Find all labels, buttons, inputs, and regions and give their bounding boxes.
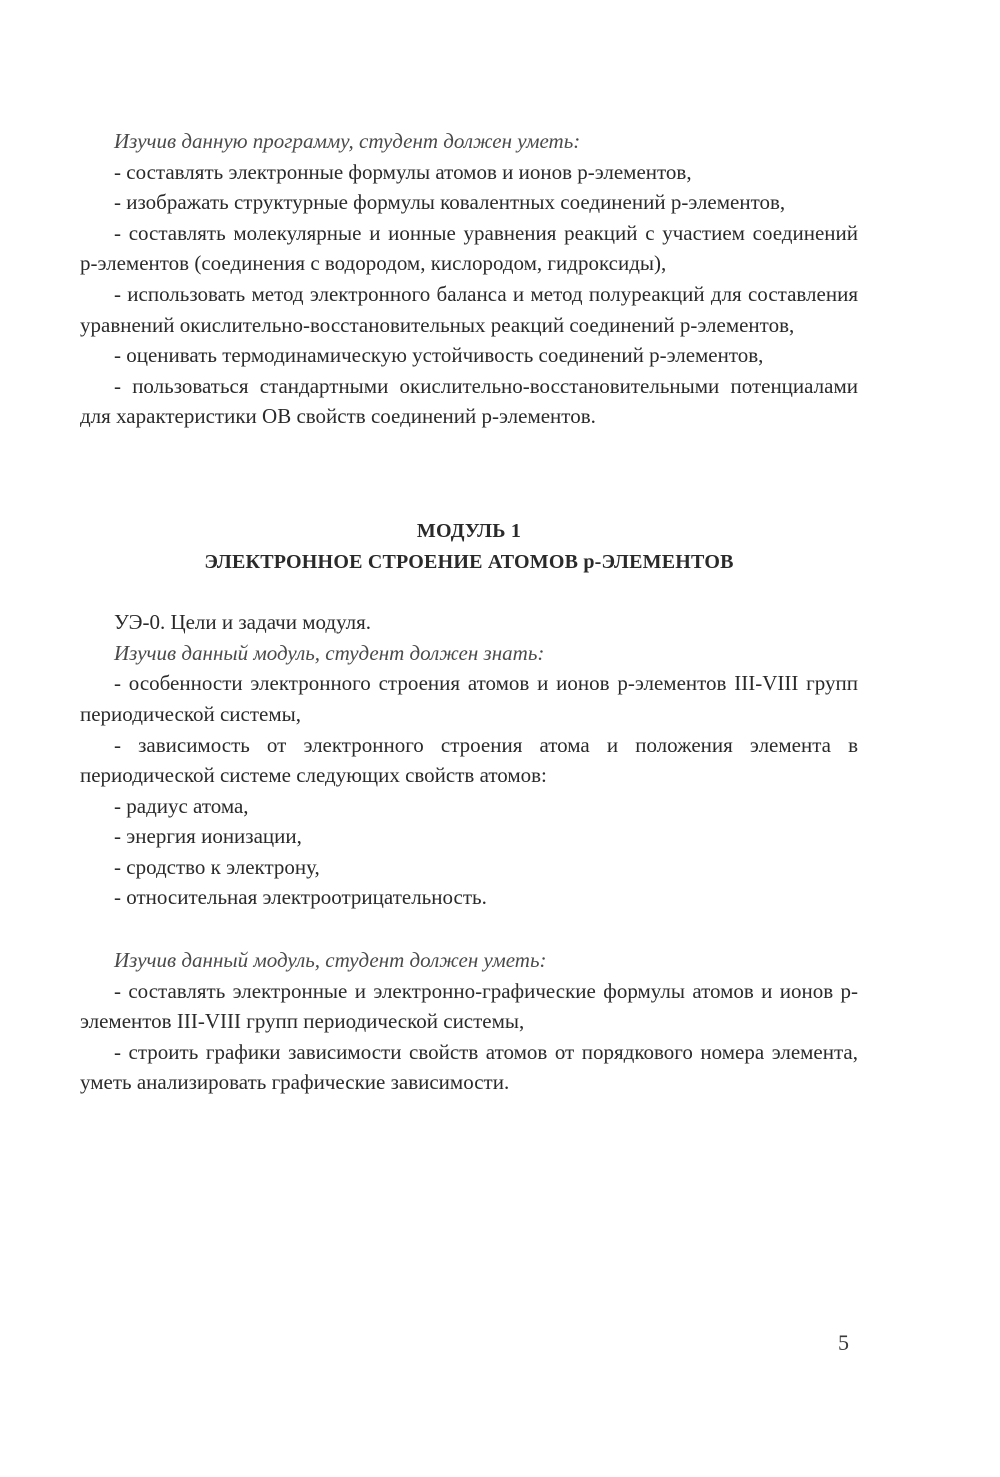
section1-item-2: - изображать структурные формулы ковалентных соединений р-элементов, xyxy=(114,190,786,215)
module-title: МОДУЛЬ 1 xyxy=(416,519,522,542)
section1-item-6: - пользоваться стандартными окислительно-восстановительными потенциалами для характеристики ОВ свойств соединений р-элементов. xyxy=(80,373,858,429)
section2-item-6: - относительная электроотрицательность. xyxy=(114,885,487,910)
section3-intro: Изучив данный модуль, студент должен уметь: xyxy=(114,948,547,973)
section2-item-5: - сродство к электрону, xyxy=(114,854,320,879)
module-subtitle: ЭЛЕКТРОННОЕ СТРОЕНИЕ АТОМОВ р-ЭЛЕМЕНТОВ xyxy=(204,550,734,573)
section2-item-3: - радиус атома, xyxy=(114,793,249,818)
heading-spacer xyxy=(80,577,858,607)
paragraph-spacer xyxy=(80,913,858,945)
section1-item-4: - использовать метод электронного баланса и метод полуреакций для составления уравнений окислительно-восстановительных реакций соединений р-элементов, xyxy=(80,281,858,337)
section1-item-3: - составлять молекулярные и ионные уравнения реакций с участием соединений р-элементов (соединения с водородом, кислородом, гидроксиды), xyxy=(80,220,858,276)
section3-item-2: - строить графики зависимости свойств атомов от порядкового номера элемента, уметь анализировать графические зависимости. xyxy=(80,1039,858,1095)
section2-intro: Изучив данный модуль, студент должен знать: xyxy=(114,640,545,665)
section2-item-2: - зависимость от электронного строения атома и положения элемента в периодической системе следующих свойств атомов: xyxy=(80,732,858,788)
section1-item-1: - составлять электронные формулы атомов и ионов р-элементов, xyxy=(114,159,692,184)
section3-item-1: - составлять электронные и электронно-графические формулы атомов и ионов р-элементов III-VIII групп периодической системы, xyxy=(80,978,858,1034)
section2-item-4: - энергия ионизации, xyxy=(114,824,302,849)
section-spacer xyxy=(80,432,858,516)
section1-item-5: - оценивать термодинамическую устойчивость соединений р-элементов, xyxy=(114,343,764,368)
section1-intro: Изучив данную программу, студент должен уметь: xyxy=(114,129,581,153)
module-goals: УЭ-0. Цели и задачи модуля. xyxy=(114,610,372,635)
section2-item-1: - особенности электронного строения атомов и ионов р-элементов III-VIII групп периодической системы, xyxy=(80,671,858,726)
document-body xyxy=(80,126,858,1098)
page-number: 5 xyxy=(838,1330,849,1355)
